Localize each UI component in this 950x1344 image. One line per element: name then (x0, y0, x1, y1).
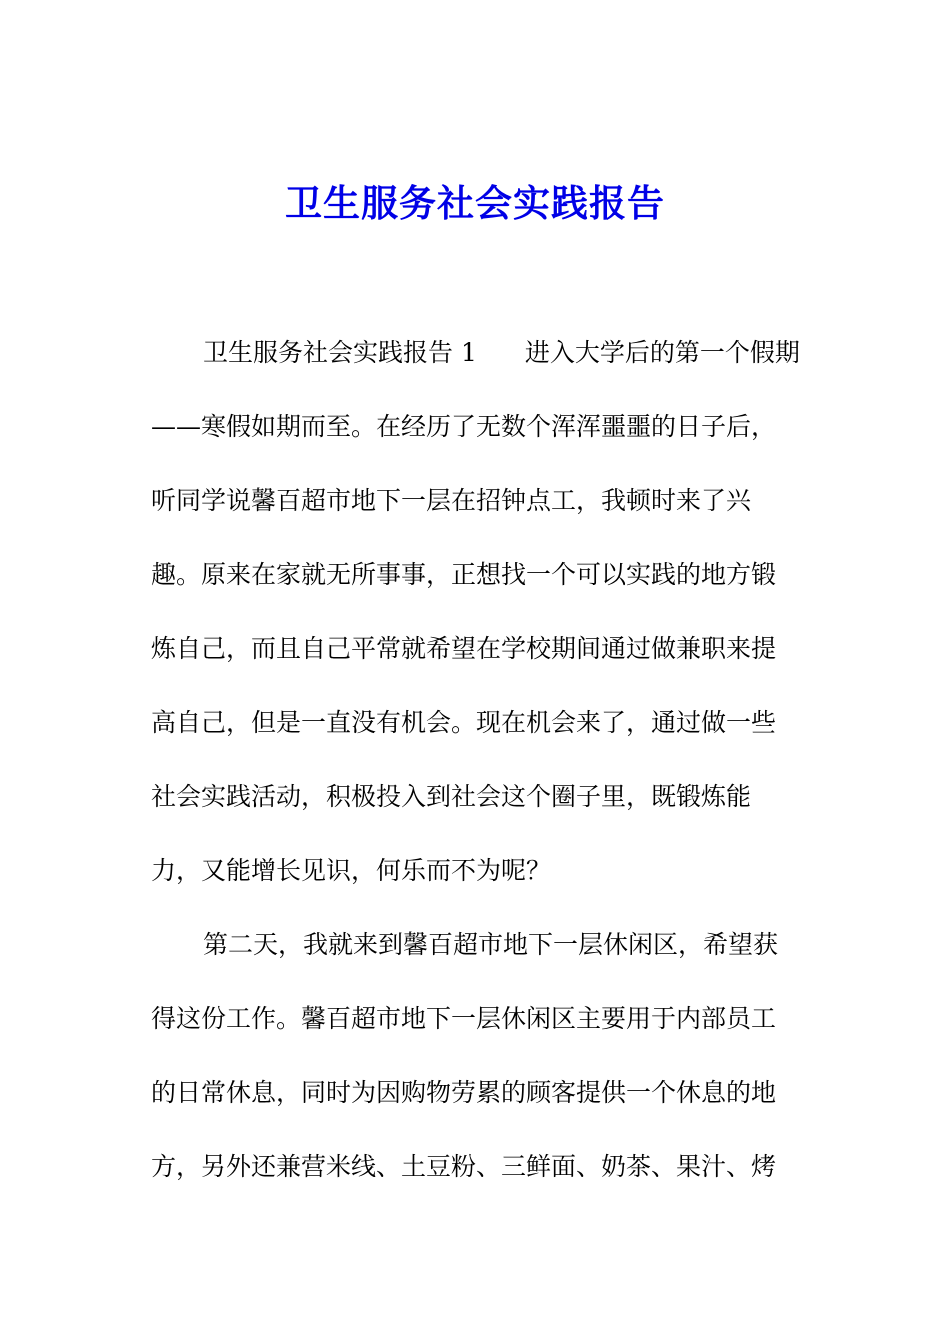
section-heading-inline: 卫生服务社会实践报告 1 (203, 338, 477, 367)
paragraph-line-2: ——寒假如期而至。在经历了无数个浑浑噩噩的日子后， (151, 412, 777, 441)
document-body (151, 316, 811, 1204)
paragraph-line-7: 社会实践活动，积极投入到社会这个圈子里，既锻炼能 (151, 782, 752, 811)
paragraph-line-10: 得这份工作。馨百超市地下一层休闲区主要用于内部员工 (151, 1004, 777, 1033)
paragraph-line-8: 力，又能增长见识，何乐而不为呢？ (151, 856, 552, 885)
paragraph-text: 进入大学后的第一个假期 (524, 338, 800, 367)
paragraph-line-4: 趣。原来在家就无所事事，正想找一个可以实践的地方锻 (151, 560, 777, 589)
paragraph-line-12: 方，另外还兼营米线、土豆粉、三鲜面、奶茶、果汁、烤 (151, 1152, 777, 1181)
paragraph-line-6: 高自己，但是一直没有机会。现在机会来了，通过做一些 (151, 708, 777, 737)
paragraph-line-5: 炼自己，而且自己平常就希望在学校期间通过做兼职来提 (151, 634, 777, 663)
paragraph-line-9: 第二天，我就来到馨百超市地下一层休闲区，希望获 (203, 930, 779, 959)
paragraph-line-11: 的日常休息，同时为因购物劳累的顾客提供一个休息的地 (151, 1078, 777, 1107)
paragraph-line-1 (151, 316, 811, 390)
paragraph-line-3: 听同学说馨百超市地下一层在招钟点工，我顿时来了兴 (151, 486, 752, 515)
document-title: 卫生服务社会实践报告 (285, 181, 665, 225)
